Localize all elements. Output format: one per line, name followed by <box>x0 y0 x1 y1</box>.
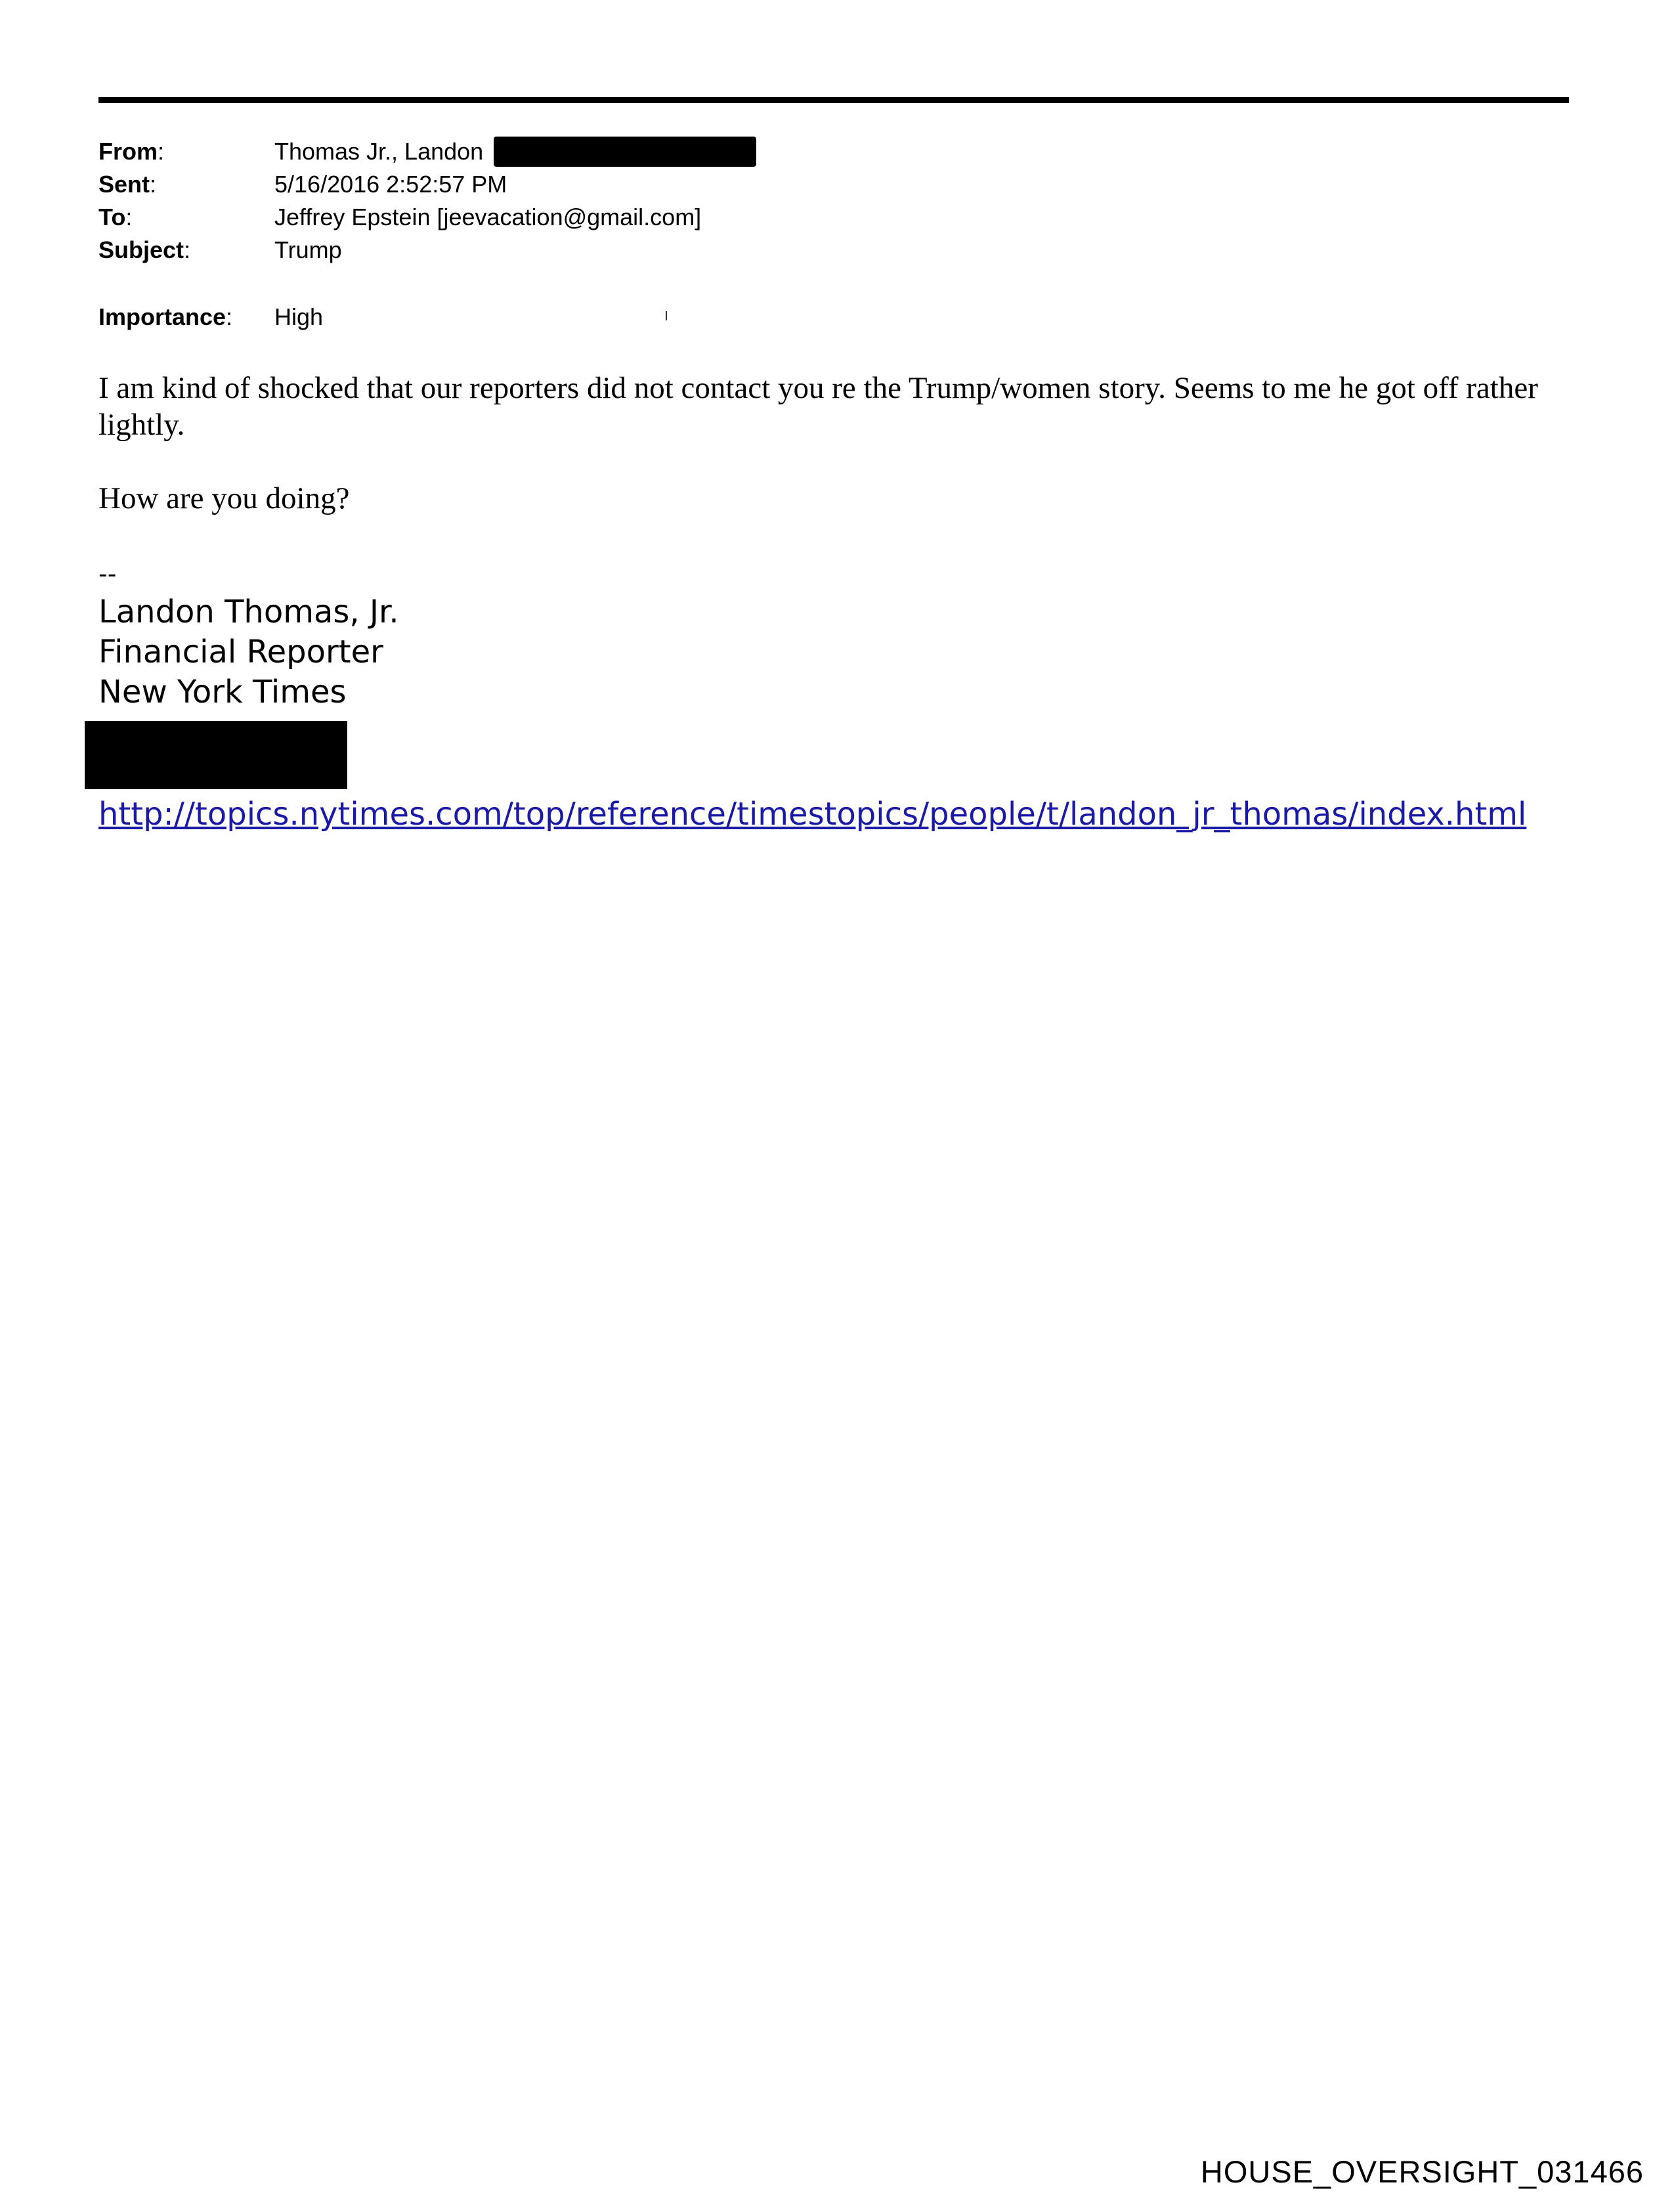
sent-row <box>98 168 756 201</box>
importance-value: High <box>274 303 324 330</box>
to-label: To: <box>98 204 133 230</box>
body-paragraph: How are you doing? <box>98 481 350 515</box>
sender-name: Thomas Jr., Landon <box>274 137 484 165</box>
signature-block <box>98 559 399 712</box>
importance-label: Importance: <box>98 303 233 330</box>
signature-name: Landon Thomas, Jr. <box>98 594 399 630</box>
sent-label: Sent: <box>98 171 157 198</box>
body-paragraph: I am kind of shocked that our reporters did not contact you re the Trump/women story. Seems to me he got off rather lightly. <box>98 371 1538 442</box>
subject-label: Subject: <box>98 236 191 263</box>
signature-contact-redaction <box>85 721 347 789</box>
signature-title: Financial Reporter <box>98 634 383 670</box>
sent-value: 5/16/2016 2:52:57 PM <box>274 171 507 198</box>
subject-row <box>98 234 756 267</box>
bates-number: HOUSE_OVERSIGHT_031466 <box>1200 2154 1644 2189</box>
sender-email-redaction <box>494 137 756 167</box>
to-row <box>98 201 756 234</box>
header-divider <box>98 97 1569 103</box>
importance-row <box>98 301 756 334</box>
from-label: From: <box>98 138 165 165</box>
subject-value: Trump <box>274 236 342 263</box>
from-value <box>274 135 756 168</box>
signature-organization: New York Times <box>98 674 347 710</box>
scan-artifact-mark <box>666 311 667 320</box>
email-header <box>98 135 756 334</box>
signature-separator: -- <box>98 559 117 588</box>
profile-link[interactable]: http://topics.nytimes.com/top/reference/timestopics/people/t/landon_jr_thomas/index.html <box>98 796 1527 833</box>
from-row <box>98 135 756 168</box>
to-value: Jeffrey Epstein [jeevacation@gmail.com] <box>274 204 702 230</box>
email-body <box>98 370 1582 517</box>
